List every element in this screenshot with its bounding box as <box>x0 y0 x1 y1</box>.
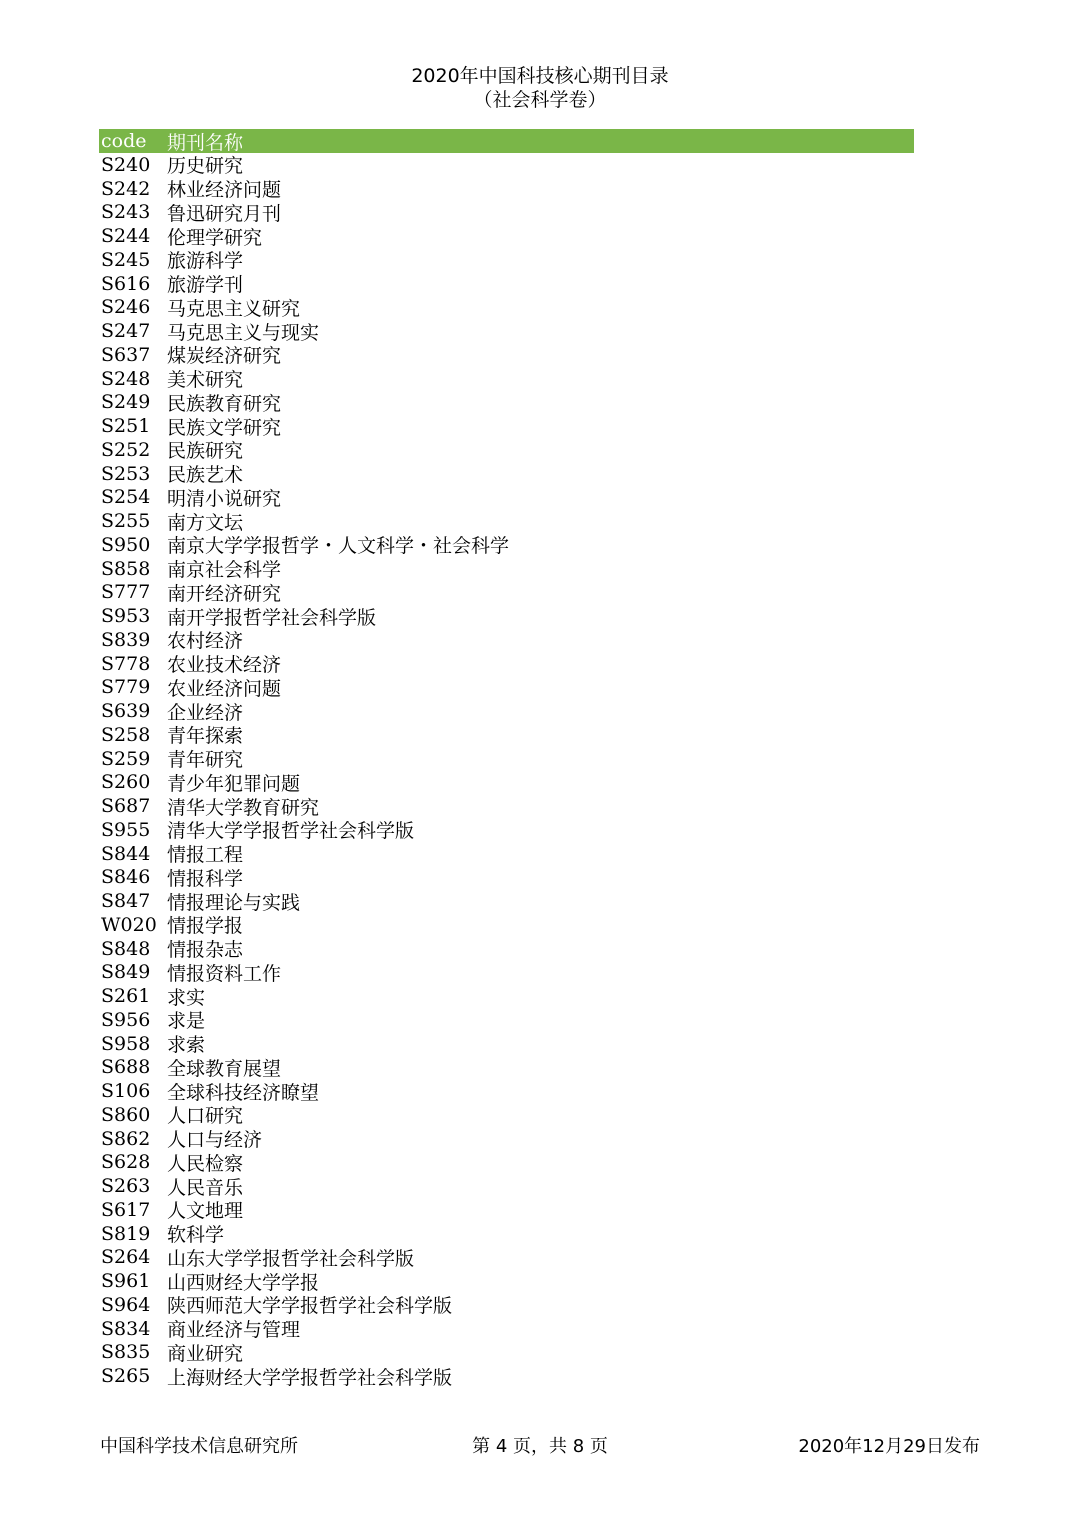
table-row <box>99 1364 914 1388</box>
journal-code: S847 <box>101 890 151 913</box>
journal-code: S835 <box>101 1341 151 1364</box>
table-row <box>99 652 914 676</box>
table-row <box>99 557 914 581</box>
journal-name: 人口与经济 <box>167 1129 263 1152</box>
table-row <box>99 1222 914 1246</box>
journal-name: 人文地理 <box>167 1200 244 1223</box>
column-header-code: code <box>101 130 147 152</box>
journal-name: 林业经济问题 <box>167 179 282 202</box>
table-row <box>99 1127 914 1151</box>
journal-code: S254 <box>101 486 151 509</box>
journal-name: 民族文学研究 <box>167 416 282 439</box>
journal-name: 情报杂志 <box>167 939 244 962</box>
journal-code: S639 <box>101 700 151 723</box>
journal-code: S243 <box>101 201 151 224</box>
journal-code: S265 <box>101 1365 151 1388</box>
journal-code: S260 <box>101 771 151 794</box>
journal-code: W020 <box>101 913 157 936</box>
journal-name: 陕西师范大学学报哲学社会科学版 <box>167 1295 453 1318</box>
journal-name: 农村经济 <box>167 630 244 653</box>
table-row <box>99 201 914 225</box>
journal-code: S860 <box>101 1103 151 1126</box>
table-row <box>99 391 914 415</box>
table-row <box>99 1317 914 1341</box>
journal-name: 旅游学刊 <box>167 274 244 297</box>
journal-name: 商业经济与管理 <box>167 1319 301 1342</box>
table-row <box>99 1174 914 1198</box>
journal-name: 青少年犯罪问题 <box>167 772 301 795</box>
table-row <box>99 272 914 296</box>
journal-code: S777 <box>101 581 151 604</box>
document-title: 2020年中国科技核心期刊目录 <box>411 65 669 87</box>
table-row <box>99 1341 914 1365</box>
table-row <box>99 581 914 605</box>
table-row <box>99 367 914 391</box>
journal-code: S258 <box>101 723 151 746</box>
journal-name: 清华大学教育研究 <box>167 796 320 819</box>
journal-code: S779 <box>101 676 151 699</box>
journal-code: S251 <box>101 415 151 438</box>
journal-code: S955 <box>101 818 151 841</box>
journal-name: 山西财经大学学报 <box>167 1271 320 1294</box>
journal-name: 商业研究 <box>167 1342 244 1365</box>
table-row <box>99 699 914 723</box>
journal-code: S240 <box>101 153 151 176</box>
table-row <box>99 177 914 201</box>
journal-code: S264 <box>101 1246 151 1269</box>
journal-code: S242 <box>101 177 151 200</box>
journal-name: 南方文坛 <box>167 511 244 534</box>
table-row <box>99 794 914 818</box>
journal-code: S839 <box>101 628 151 651</box>
journal-name: 农业经济问题 <box>167 677 282 700</box>
journal-code: S953 <box>101 605 151 628</box>
journal-name: 青年探索 <box>167 725 244 748</box>
table-row <box>99 1293 914 1317</box>
journal-name: 南京社会科学 <box>167 559 282 582</box>
table-row <box>99 1103 914 1127</box>
table-row <box>99 1198 914 1222</box>
table-row <box>99 628 914 652</box>
table-row <box>99 842 914 866</box>
journal-name: 伦理学研究 <box>167 226 263 249</box>
journal-name: 情报工程 <box>167 844 244 867</box>
table-row <box>99 937 914 961</box>
footer-publish-date: 2020年12月29日发布 <box>798 1436 980 1457</box>
journal-code: S249 <box>101 391 151 414</box>
journal-name: 企业经济 <box>167 701 244 724</box>
journal-code: S247 <box>101 320 151 343</box>
journal-code: S253 <box>101 462 151 485</box>
table-row <box>99 509 914 533</box>
journal-name: 煤炭经济研究 <box>167 345 282 368</box>
journal-name: 民族研究 <box>167 440 244 463</box>
table-row <box>99 1269 914 1293</box>
journal-code: S688 <box>101 1056 151 1079</box>
table-row <box>99 889 914 913</box>
journal-name: 青年研究 <box>167 749 244 772</box>
journal-name: 鲁迅研究月刊 <box>167 202 282 225</box>
table-row <box>99 1151 914 1175</box>
journal-code: S637 <box>101 343 151 366</box>
journal-name: 人口研究 <box>167 1105 244 1128</box>
journal-code: S849 <box>101 961 151 984</box>
journal-name: 求是 <box>167 1010 206 1033</box>
journal-code: S778 <box>101 652 151 675</box>
footer-publisher: 中国科学技术信息研究所 <box>100 1436 298 1457</box>
journal-name: 明清小说研究 <box>167 487 282 510</box>
journal-code: S819 <box>101 1222 151 1245</box>
table-row <box>99 604 914 628</box>
journal-name: 全球科技经济瞭望 <box>167 1081 320 1104</box>
journal-code: S255 <box>101 510 151 533</box>
journal-name: 历史研究 <box>167 155 244 178</box>
journal-code: S261 <box>101 985 151 1008</box>
journal-code: S246 <box>101 296 151 319</box>
table-row <box>99 771 914 795</box>
table-row <box>99 866 914 890</box>
journal-name: 求索 <box>167 1034 206 1057</box>
journal-name: 马克思主义研究 <box>167 297 301 320</box>
journal-code: S244 <box>101 225 151 248</box>
journal-code: S956 <box>101 1008 151 1031</box>
table-body <box>99 153 914 1388</box>
table-row <box>99 438 914 462</box>
journal-code: S834 <box>101 1317 151 1340</box>
journal-name: 情报科学 <box>167 867 244 890</box>
journal-name: 情报理论与实践 <box>167 891 301 914</box>
journal-code: S964 <box>101 1293 151 1316</box>
table-row <box>99 747 914 771</box>
journal-name: 人民音乐 <box>167 1176 244 1199</box>
table-row <box>99 153 914 177</box>
journal-code: S616 <box>101 272 151 295</box>
journal-code: S628 <box>101 1151 151 1174</box>
journal-name: 上海财经大学学报哲学社会科学版 <box>167 1366 453 1389</box>
journal-name: 山东大学学报哲学社会科学版 <box>167 1247 415 1270</box>
document-title-block <box>0 64 1080 112</box>
journal-name: 美术研究 <box>167 369 244 392</box>
table-row <box>99 1008 914 1032</box>
table-row <box>99 723 914 747</box>
journal-code: S844 <box>101 842 151 865</box>
table-row <box>99 296 914 320</box>
table-row <box>99 486 914 510</box>
table-row <box>99 533 914 557</box>
journal-code: S858 <box>101 557 151 580</box>
table-row <box>99 1079 914 1103</box>
column-header-journal-name: 期刊名称 <box>167 131 244 154</box>
journal-code: S950 <box>101 533 151 556</box>
table-row <box>99 224 914 248</box>
journal-code: S687 <box>101 795 151 818</box>
journal-name: 求实 <box>167 986 206 1009</box>
journal-code: S245 <box>101 248 151 271</box>
table-row <box>99 1246 914 1270</box>
journal-name: 软科学 <box>167 1224 225 1247</box>
journal-code: S961 <box>101 1270 151 1293</box>
journal-name: 南京大学学报哲学・人文科学・社会科学 <box>167 535 510 558</box>
table-row <box>99 319 914 343</box>
journal-code: S617 <box>101 1198 151 1221</box>
journal-table <box>99 129 914 1388</box>
table-row <box>99 414 914 438</box>
journal-name: 南开学报哲学社会科学版 <box>167 606 377 629</box>
journal-code: S248 <box>101 367 151 390</box>
table-row <box>99 961 914 985</box>
table-row <box>99 343 914 367</box>
journal-name: 情报学报 <box>167 915 244 938</box>
table-row <box>99 676 914 700</box>
table-row <box>99 1056 914 1080</box>
journal-name: 全球教育展望 <box>167 1057 282 1080</box>
journal-code: S846 <box>101 866 151 889</box>
journal-code: S263 <box>101 1175 151 1198</box>
table-row <box>99 248 914 272</box>
journal-name: 民族教育研究 <box>167 392 282 415</box>
journal-name: 马克思主义与现实 <box>167 321 320 344</box>
table-row <box>99 818 914 842</box>
table-row <box>99 462 914 486</box>
page-footer <box>0 1434 1080 1460</box>
journal-name: 清华大学学报哲学社会科学版 <box>167 820 415 843</box>
footer-page-info: 第 4 页，共 8 页 <box>472 1436 608 1457</box>
journal-name: 旅游科学 <box>167 250 244 273</box>
table-row <box>99 1032 914 1056</box>
document-subtitle: （社会科学卷） <box>473 89 607 111</box>
journal-name: 民族艺术 <box>167 464 244 487</box>
table-row <box>99 913 914 937</box>
journal-code: S106 <box>101 1080 151 1103</box>
journal-name: 农业技术经济 <box>167 654 282 677</box>
journal-name: 情报资料工作 <box>167 962 282 985</box>
journal-name: 人民检察 <box>167 1152 244 1175</box>
journal-code: S259 <box>101 747 151 770</box>
journal-name: 南开经济研究 <box>167 582 282 605</box>
table-row <box>99 984 914 1008</box>
journal-code: S848 <box>101 937 151 960</box>
table-header-row <box>99 129 914 153</box>
journal-code: S252 <box>101 438 151 461</box>
journal-code: S958 <box>101 1032 151 1055</box>
journal-code: S862 <box>101 1127 151 1150</box>
